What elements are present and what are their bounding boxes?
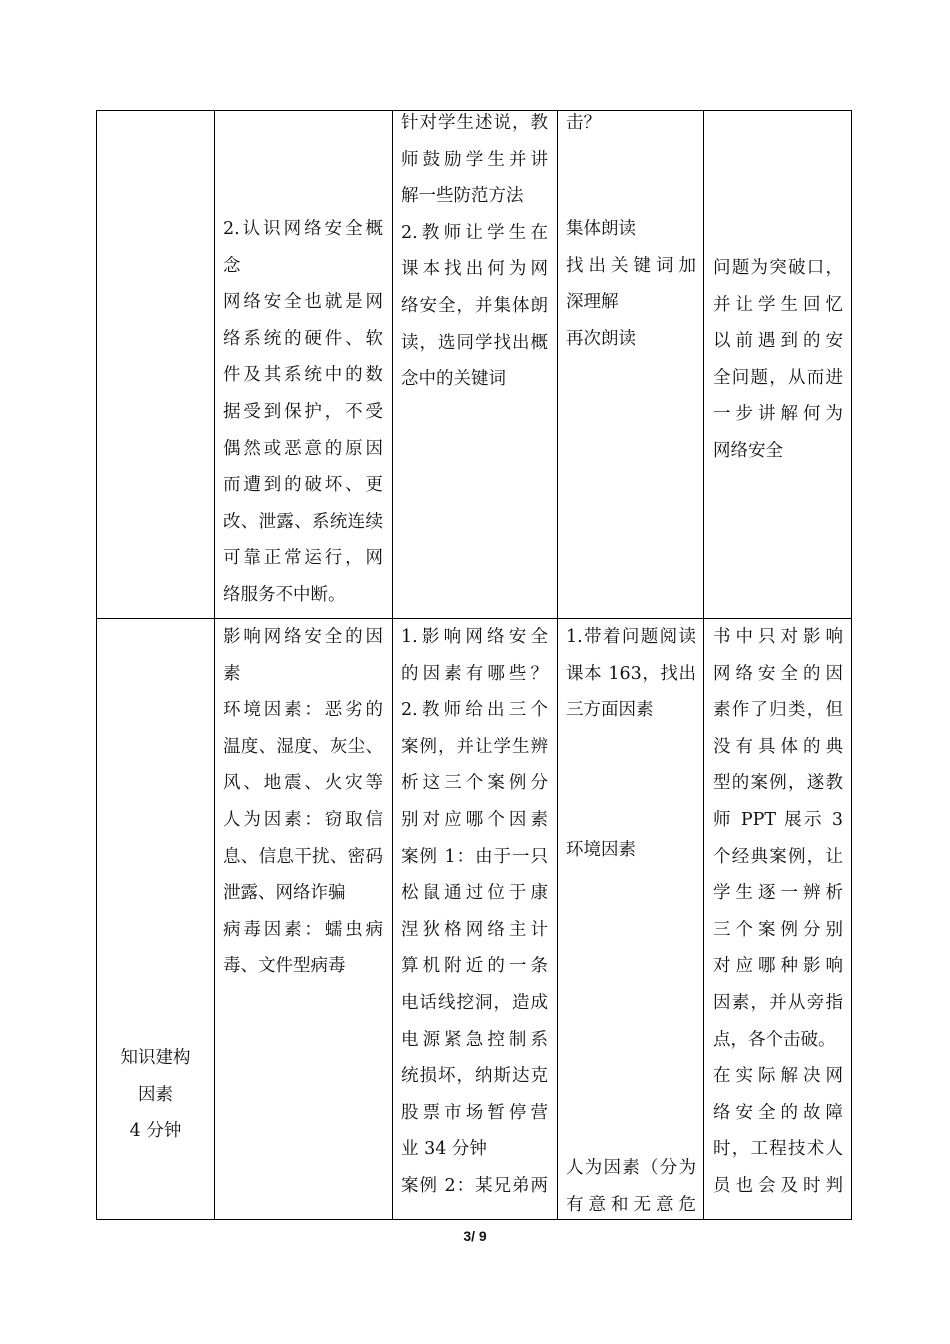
row1-teacher-cell: 针对学生述说，教 师鼓励学生并讲 解一些防范方法 2.教师让学生在 课本找出何为网 络安全，并集体朗 读，选同学找出概 念中的关键词 bbox=[401, 113, 548, 390]
row2-content-cell: 影响网络安全的因 素 环境因素：恶劣的 温度、湿度、灰尘、 风、地震、火灾等 人为因素：窃取信 息、信息干扰、密码 泄露、网络诈骗 病毒因素：蠕虫病 毒、文件型病毒 bbox=[223, 627, 383, 977]
column-line-4 bbox=[557, 110, 558, 1220]
row1-intent-cell: 问题为突破口， 并让学生回忆 以前遇到的安 全问题，从而进 一步讲解何为 网络安全 bbox=[713, 258, 843, 461]
row1-content-cell: 2.认识网络安全概 念 网络安全也就是网 络系统的硬件、软 件及其系统中的数 据受到保护，不受 偶然或恶意的原因 而遭到的破坏、更 改、泄露、系统连续 可靠正常运行，网 络服务不中断。 bbox=[223, 219, 383, 605]
row2-student-cell-b: 环境因素 bbox=[566, 840, 636, 860]
row2-intent-cell: 书中只对影响 网络安全的因 素作了归类，但 没有具体的典 型的案例，遂教 师 PPT 展示 3 个经典案例，让 学生逐一辨析 三个案例分别 对应哪种影响 因素，并从旁指 点，各个击破。 在实际解决网 络安全的故障 时，工程技术人 员也会及时判 bbox=[713, 627, 843, 1196]
row2-student-cell-c: 人为因素（分为 有意和无意危 bbox=[566, 1158, 696, 1215]
column-line-2 bbox=[214, 110, 215, 1220]
row1-student-top: 击？ bbox=[566, 113, 601, 133]
row2-stage-label: 知识建构 因素 4 分钟 bbox=[120, 1048, 191, 1142]
table-bottom-border bbox=[96, 1219, 852, 1220]
page-number: 3/ 9 bbox=[463, 1228, 487, 1244]
row2-teacher-cell: 1.影响网络安全 的因素有哪些？ 2.教师给出三个 案例，并让学生辨 析这三个案例分 别对应哪个因素 案例 1：由于一只 松鼠通过位于康 涅狄格网络主计 算机附近的一条 电话线挖洞，造成 电源紧急控制系 统损坏，纳斯达克 股票市场暂停营 业 34 分钟 案例 2：某兄弟两 bbox=[401, 627, 548, 1196]
column-line-6 bbox=[851, 110, 852, 1220]
row2-student-cell-a: 1.带着问题阅读 课本 163，找出 三方面因素 bbox=[566, 627, 696, 721]
column-line-5 bbox=[703, 110, 704, 1220]
column-line-3 bbox=[392, 110, 393, 1220]
row1-student-cell: 集体朗读 找出关键词加 深理解 再次朗读 bbox=[566, 219, 696, 349]
